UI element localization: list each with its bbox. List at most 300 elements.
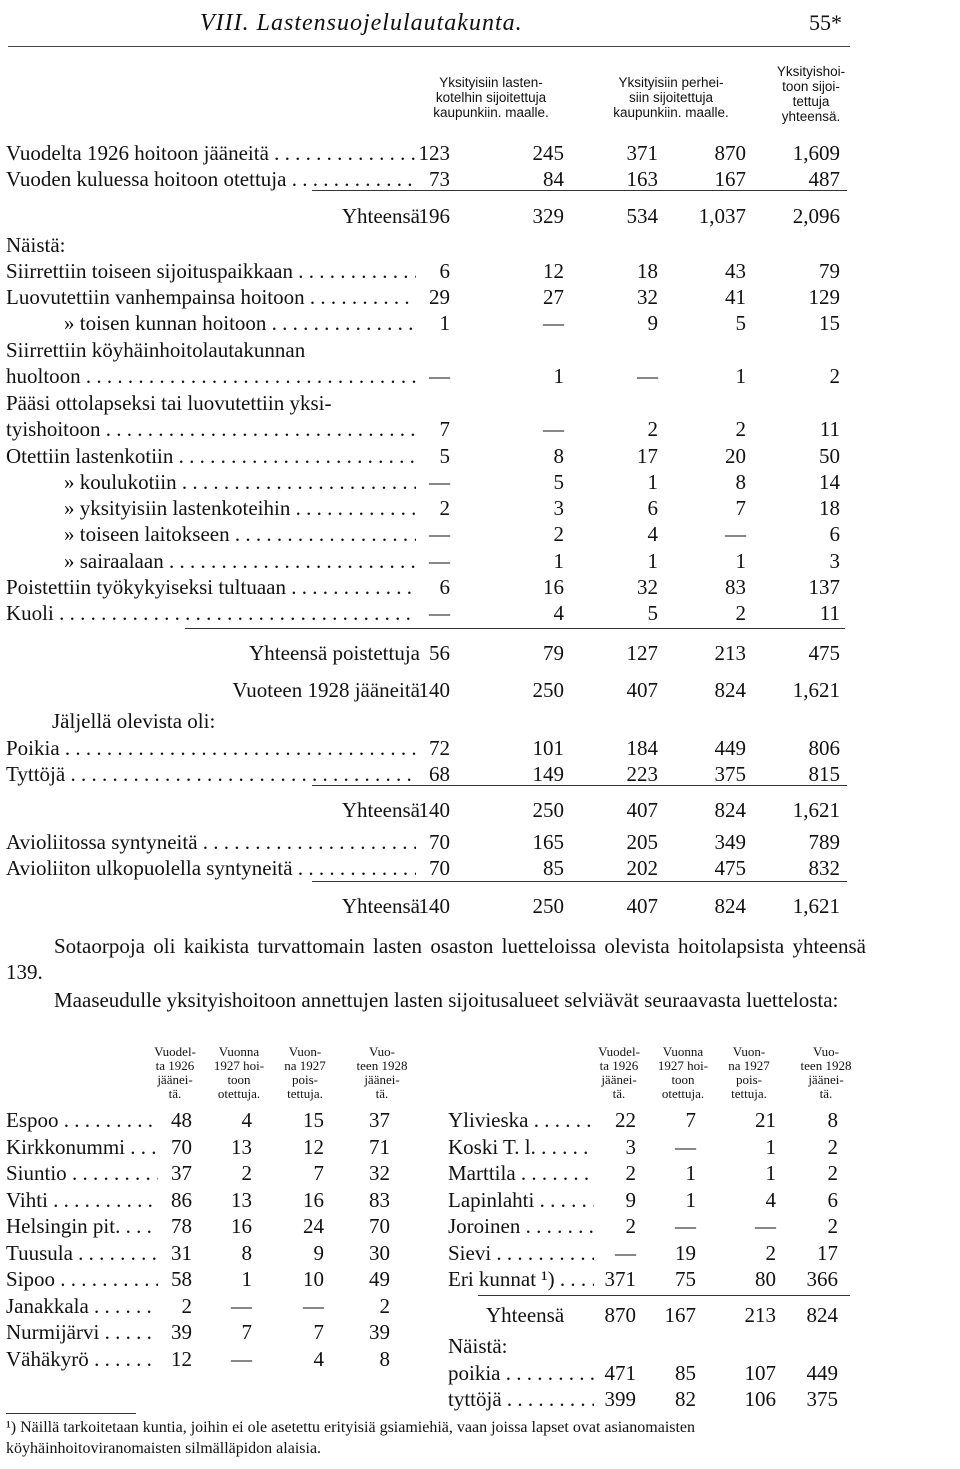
list-item bbox=[0, 1213, 960, 1239]
row-label: Näistä: bbox=[6, 233, 66, 257]
column-header-line: kaupunkiin. maalle. bbox=[433, 105, 549, 120]
table-row bbox=[0, 708, 960, 734]
cell-value: 1,621 bbox=[792, 894, 840, 918]
cell-value: 101 bbox=[532, 736, 564, 760]
total-value: 107 bbox=[744, 1361, 776, 1385]
list-value: 13 bbox=[231, 1134, 252, 1159]
total-value: 213 bbox=[744, 1303, 776, 1327]
cell-value: 137 bbox=[808, 575, 840, 599]
small-column-header-line: teen 1928 bbox=[356, 1058, 408, 1073]
total-value: 870 bbox=[604, 1303, 636, 1327]
cell-value: 349 bbox=[714, 830, 746, 854]
list-value: 371 bbox=[604, 1267, 636, 1291]
list-value: — bbox=[231, 1346, 252, 1371]
cell-value: 1 bbox=[647, 549, 658, 573]
small-column-header-line: Vuodel- bbox=[154, 1044, 196, 1059]
cell-value: 163 bbox=[626, 167, 658, 191]
left-small-column-header bbox=[204, 1045, 274, 1101]
list-value: 7 bbox=[685, 1108, 696, 1132]
list-value: 22 bbox=[615, 1108, 636, 1132]
small-column-header-line: pois- bbox=[736, 1072, 762, 1087]
municipality-name: Joroinen . . . bbox=[448, 1213, 594, 1239]
column-header-line: Yksityisiin perhei- bbox=[618, 75, 724, 90]
list-item bbox=[0, 1266, 960, 1292]
municipality-name: Marttila . . . bbox=[448, 1160, 594, 1186]
cell-value: 449 bbox=[714, 736, 746, 760]
table-row bbox=[0, 284, 960, 310]
small-column-header-line: 1927 hoi- bbox=[657, 1058, 709, 1073]
column-header-line: kotelhin sijoitettuja bbox=[435, 90, 547, 105]
cell-value: 407 bbox=[626, 678, 658, 702]
total-label: Yhteensä bbox=[486, 1303, 565, 1327]
list-item bbox=[0, 1187, 960, 1213]
list-value: 83 bbox=[369, 1187, 390, 1212]
cell-value: 824 bbox=[714, 798, 746, 822]
cell-value: 7 bbox=[735, 496, 746, 520]
cell-value: 1 bbox=[553, 364, 564, 388]
cell-value: 407 bbox=[626, 894, 658, 918]
small-column-header-line: tettuja. bbox=[287, 1086, 323, 1101]
cell-value: 72 bbox=[429, 736, 450, 760]
cell-value: 1 bbox=[735, 549, 746, 573]
cell-value: 1,621 bbox=[792, 678, 840, 702]
small-column-header-line: toon bbox=[227, 1072, 251, 1087]
list-value: 8 bbox=[241, 1240, 252, 1265]
sum-rule bbox=[312, 785, 847, 786]
cell-value: 140 bbox=[418, 678, 450, 702]
cell-value: 84 bbox=[543, 167, 564, 191]
column-header-perheisiin bbox=[578, 75, 764, 120]
cell-value: 2 bbox=[829, 364, 840, 388]
cell-value: 1 bbox=[647, 470, 658, 494]
total-value: 106 bbox=[744, 1387, 776, 1411]
list-value: 13 bbox=[231, 1187, 252, 1212]
municipality-name: Espoo . . . bbox=[6, 1107, 158, 1133]
cell-value: 2 bbox=[439, 496, 450, 520]
cell-value: 1 bbox=[735, 364, 746, 388]
list-value: 8 bbox=[379, 1346, 390, 1371]
list-item bbox=[0, 1333, 960, 1359]
list-value: 37 bbox=[171, 1161, 192, 1185]
cell-value: 8 bbox=[553, 444, 564, 468]
list-item bbox=[0, 1360, 960, 1386]
small-column-header-line: jäänei- bbox=[808, 1072, 844, 1087]
cell-value: 68 bbox=[429, 762, 450, 786]
small-column-header-line: toon bbox=[671, 1072, 695, 1087]
cell-value: 167 bbox=[714, 167, 746, 191]
row-label: » yksityisiin lastenkoteihin . . . bbox=[64, 495, 416, 521]
sum-rule bbox=[312, 190, 847, 191]
cell-value: 41 bbox=[725, 285, 746, 309]
row-label: Vuodelta 1926 hoitoon jääneitä . . . bbox=[6, 140, 416, 166]
paragraph-maaseudulle: Maaseudulle yksityishoitoon annettujen lasten sijoitusalueet selviävät seuraavasta luettelosta: bbox=[54, 988, 839, 1012]
column-header-line: yhteensä. bbox=[781, 109, 841, 124]
sum-rule bbox=[312, 881, 847, 882]
list-value: 12 bbox=[171, 1346, 192, 1371]
row-label: Siirrettiin köyhäinhoitolautakunnan bbox=[6, 338, 306, 362]
cell-value: 70 bbox=[429, 856, 450, 880]
list-value: 2 bbox=[625, 1161, 636, 1185]
total-value: 449 bbox=[806, 1361, 838, 1385]
row-label: » koulukotiin . . . bbox=[64, 469, 416, 495]
small-column-header-line: tä. bbox=[375, 1086, 389, 1101]
total-value: 85 bbox=[675, 1361, 696, 1385]
list-value: 4 bbox=[765, 1187, 776, 1212]
list-value: 71 bbox=[369, 1134, 390, 1159]
table-row bbox=[0, 677, 960, 703]
list-value: 15 bbox=[303, 1108, 324, 1132]
list-value: 32 bbox=[369, 1161, 390, 1185]
small-column-header-line: Vuon- bbox=[288, 1044, 322, 1059]
cell-value: 223 bbox=[626, 762, 658, 786]
cell-value: 3 bbox=[553, 496, 564, 520]
cell-value: 196 bbox=[418, 204, 450, 228]
column-header-line: Yksityishoi- bbox=[776, 64, 846, 79]
cell-value: 1 bbox=[553, 549, 564, 573]
table-row bbox=[0, 337, 960, 363]
cell-value: 123 bbox=[418, 141, 450, 165]
municipality-name: Kirkkonummi . . . bbox=[6, 1134, 158, 1160]
small-column-header-line: jäänei- bbox=[157, 1072, 193, 1087]
cell-value: 375 bbox=[714, 762, 746, 786]
total-value: 471 bbox=[604, 1361, 636, 1385]
list-value: 2 bbox=[827, 1134, 838, 1159]
row-label: Yhteensä bbox=[341, 894, 420, 918]
cell-value: 534 bbox=[626, 204, 658, 228]
cell-value: — bbox=[637, 364, 658, 388]
cell-value: 12 bbox=[543, 259, 564, 283]
row-label: Vuoteen 1928 jääneitä bbox=[232, 678, 420, 702]
row-label: Poistettiin työkykyiseksi tultuaan . . . bbox=[6, 574, 416, 600]
cell-value: 5 bbox=[553, 470, 564, 494]
cell-value: 85 bbox=[543, 856, 564, 880]
list-value: — bbox=[675, 1134, 696, 1159]
page-number: 55* bbox=[809, 10, 842, 35]
list-value: 49 bbox=[369, 1267, 390, 1291]
small-column-header-line: pois- bbox=[292, 1072, 318, 1087]
cell-value: — bbox=[725, 522, 746, 546]
list-value: 21 bbox=[755, 1108, 776, 1132]
cell-value: 250 bbox=[532, 894, 564, 918]
table-row bbox=[0, 735, 960, 761]
small-column-header-line: tä. bbox=[612, 1086, 626, 1101]
row-label: Tyttöjä . . . bbox=[6, 761, 416, 787]
row-label: Luovutettiin vanhempainsa hoitoon . . . bbox=[6, 284, 416, 310]
list-value: 2 bbox=[241, 1161, 252, 1185]
cell-value: 806 bbox=[808, 736, 840, 760]
list-value: — bbox=[615, 1240, 636, 1265]
cell-value: 27 bbox=[543, 285, 564, 309]
cell-value: 3 bbox=[829, 549, 840, 573]
small-column-header-line: tä. bbox=[168, 1086, 182, 1101]
cell-value: 1,609 bbox=[792, 141, 840, 165]
municipality-name: Siuntio . . . bbox=[6, 1160, 158, 1186]
total-value: 824 bbox=[806, 1303, 838, 1327]
small-column-header-line: na 1927 bbox=[284, 1058, 326, 1073]
cell-value: 2 bbox=[735, 417, 746, 441]
column-header-yhteensa bbox=[756, 64, 866, 124]
small-column-header-line: Vuo- bbox=[369, 1044, 395, 1059]
cell-value: 475 bbox=[714, 856, 746, 880]
small-column-header-line: Vuon- bbox=[732, 1044, 766, 1059]
list-value: 31 bbox=[171, 1240, 192, 1265]
cell-value: 250 bbox=[532, 678, 564, 702]
small-column-header-line: otettuja. bbox=[661, 1086, 705, 1101]
cell-value: — bbox=[543, 311, 564, 335]
municipality-name: Ylivieska . . . bbox=[448, 1107, 594, 1133]
small-column-header-line: Vuonna bbox=[218, 1044, 260, 1059]
list-value: 19 bbox=[675, 1240, 696, 1265]
cell-value: 16 bbox=[543, 575, 564, 599]
list-value: 39 bbox=[369, 1320, 390, 1344]
column-header-line: toon sijoi- bbox=[782, 79, 840, 94]
cell-value: 184 bbox=[626, 736, 658, 760]
municipality-name: Helsingin pit. . . . bbox=[6, 1213, 158, 1239]
cell-value: 1,037 bbox=[698, 204, 746, 228]
municipality-name: Eri kunnat ¹) . . . bbox=[448, 1266, 594, 1292]
cell-value: 56 bbox=[429, 641, 450, 665]
total-label: poikia . . . bbox=[448, 1360, 594, 1386]
cell-value: 4 bbox=[647, 522, 658, 546]
list-item bbox=[0, 1240, 960, 1266]
page-header bbox=[0, 8, 960, 40]
municipality-name: Nurmijärvi . . . bbox=[6, 1319, 158, 1345]
cell-value: — bbox=[543, 417, 564, 441]
table-row bbox=[0, 640, 960, 666]
small-column-header-line: otettuja. bbox=[217, 1086, 261, 1101]
list-item bbox=[0, 1134, 960, 1160]
chapter-title: VIII. Lastensuojelulautakunta. bbox=[200, 10, 523, 36]
list-value: 10 bbox=[303, 1267, 324, 1291]
list-value: 7 bbox=[241, 1320, 252, 1344]
cell-value: 83 bbox=[725, 575, 746, 599]
list-value: — bbox=[303, 1293, 324, 1318]
cell-value: 32 bbox=[637, 575, 658, 599]
cell-value: 14 bbox=[819, 470, 840, 494]
cell-value: 50 bbox=[819, 444, 840, 468]
list-value: 75 bbox=[675, 1267, 696, 1291]
cell-value: 20 bbox=[725, 444, 746, 468]
municipality-name: Sievi . . . bbox=[448, 1240, 594, 1266]
cell-value: 165 bbox=[532, 830, 564, 854]
cell-value: 43 bbox=[725, 259, 746, 283]
list-value: 9 bbox=[313, 1240, 324, 1265]
row-label: Yhteensä bbox=[341, 798, 420, 822]
municipality-name: Vähäkyrö . . . bbox=[6, 1346, 158, 1372]
list-value: — bbox=[231, 1293, 252, 1318]
list-value: 1 bbox=[765, 1161, 776, 1185]
cell-value: 824 bbox=[714, 894, 746, 918]
list-value: 7 bbox=[313, 1320, 324, 1344]
list-value: 17 bbox=[817, 1240, 838, 1265]
right-small-column-header bbox=[716, 1045, 782, 1101]
small-column-header-line: 1927 hoi- bbox=[213, 1058, 265, 1073]
column-header-line: tettuja bbox=[792, 94, 830, 109]
cell-value: 70 bbox=[429, 830, 450, 854]
row-label: Vuoden kuluessa hoitoon otettuja . . . bbox=[6, 166, 416, 192]
municipality-name: Koski T. l. . . . bbox=[448, 1134, 594, 1160]
cell-value: — bbox=[429, 549, 450, 573]
list-value: 366 bbox=[806, 1267, 838, 1291]
cell-value: 127 bbox=[626, 641, 658, 665]
municipality-name: Tuusula . . . bbox=[6, 1240, 158, 1266]
cell-value: 11 bbox=[819, 601, 840, 625]
small-column-header-line: Vuodel- bbox=[598, 1044, 640, 1059]
list-value: 2 bbox=[827, 1161, 838, 1185]
cell-value: — bbox=[429, 601, 450, 625]
cell-value: 8 bbox=[735, 470, 746, 494]
left-small-column-header bbox=[272, 1045, 338, 1101]
cell-value: 73 bbox=[429, 167, 450, 191]
cell-value: 789 bbox=[808, 830, 840, 854]
small-column-header-line: jäänei- bbox=[364, 1072, 400, 1087]
cell-value: 407 bbox=[626, 798, 658, 822]
table-row bbox=[0, 166, 960, 192]
list-value: 86 bbox=[171, 1187, 192, 1212]
row-label: Siirrettiin toiseen sijoituspaikkaan . . . bbox=[6, 258, 416, 284]
cell-value: 1,621 bbox=[792, 798, 840, 822]
list-value: 4 bbox=[241, 1108, 252, 1132]
table-row bbox=[0, 469, 960, 495]
cell-value: 7 bbox=[439, 417, 450, 441]
row-label: » sairaalaan . . . bbox=[64, 548, 416, 574]
table-row bbox=[0, 443, 960, 469]
list-value: 39 bbox=[171, 1320, 192, 1344]
list-value: 37 bbox=[369, 1108, 390, 1132]
table-row bbox=[0, 574, 960, 600]
column-header-line: siin sijoitettuja bbox=[628, 90, 714, 105]
list-item bbox=[0, 1302, 960, 1328]
right-small-column-header bbox=[794, 1045, 858, 1101]
row-label: Yhteensä bbox=[341, 204, 420, 228]
table-row bbox=[0, 495, 960, 521]
cell-value: 11 bbox=[819, 417, 840, 441]
cell-value: 487 bbox=[808, 167, 840, 191]
cell-value: 824 bbox=[714, 678, 746, 702]
cell-value: — bbox=[429, 364, 450, 388]
cell-value: 6 bbox=[439, 575, 450, 599]
cell-value: 2 bbox=[553, 522, 564, 546]
table-row bbox=[0, 416, 960, 442]
table-row bbox=[0, 829, 960, 855]
table-row bbox=[0, 258, 960, 284]
list-value: 78 bbox=[171, 1214, 192, 1238]
table-row bbox=[0, 600, 960, 626]
cell-value: 475 bbox=[808, 641, 840, 665]
list-value: — bbox=[675, 1214, 696, 1238]
row-label: Jäljellä olevista oli: bbox=[52, 709, 216, 733]
footnote: ¹) Näillä tarkoitetaan kuntia, joihin ei ole asetettu erityisiä gsiamiehiä, vaan joissa lapset ovat asianomaisten köyhäinhoitoviranomaisten silmälläpidon alaisia. bbox=[6, 1419, 696, 1457]
list-value: 2 bbox=[827, 1214, 838, 1238]
cell-value: 32 bbox=[637, 285, 658, 309]
footnote-rule bbox=[6, 1413, 136, 1414]
paragraph-sotaorpoja: Sotaorpoja oli kaikista turvattomain lasten osaston luetteloissa olevista hoitolapsista yhteensä 139. bbox=[6, 934, 866, 984]
list-value: 16 bbox=[303, 1187, 324, 1212]
table-row bbox=[0, 203, 960, 229]
total-value: 82 bbox=[675, 1387, 696, 1411]
list-value: — bbox=[755, 1214, 776, 1238]
list-value: 1 bbox=[765, 1134, 776, 1159]
list-item bbox=[0, 1386, 960, 1412]
list-value: 9 bbox=[625, 1187, 636, 1212]
cell-value: — bbox=[429, 470, 450, 494]
list-value: 1 bbox=[685, 1187, 696, 1212]
cell-value: 5 bbox=[647, 601, 658, 625]
table-row bbox=[0, 893, 960, 919]
list-value: 16 bbox=[231, 1214, 252, 1238]
row-label: » toiseen laitokseen . . . bbox=[64, 521, 416, 547]
cell-value: 832 bbox=[808, 856, 840, 880]
cell-value: 17 bbox=[637, 444, 658, 468]
municipality-name: Vihti . . . bbox=[6, 1187, 158, 1213]
list-value: 3 bbox=[625, 1134, 636, 1159]
table-row bbox=[0, 797, 960, 823]
small-column-header-line: na 1927 bbox=[728, 1058, 770, 1073]
list-value: 48 bbox=[171, 1108, 192, 1132]
cell-value: 18 bbox=[637, 259, 658, 283]
list-value: 2 bbox=[765, 1240, 776, 1265]
list-item bbox=[0, 1107, 960, 1133]
list-value: 8 bbox=[827, 1108, 838, 1132]
header-rule bbox=[8, 46, 850, 47]
small-column-header-line: Vuonna bbox=[662, 1044, 704, 1059]
cell-value: 29 bbox=[429, 285, 450, 309]
left-small-column-header bbox=[350, 1045, 414, 1101]
cell-value: 9 bbox=[647, 311, 658, 335]
sum-rule bbox=[478, 1295, 850, 1296]
municipality-name: Sipoo . . . bbox=[6, 1266, 158, 1292]
cell-value: 4 bbox=[553, 601, 564, 625]
row-label: Yhteensä poistettuja bbox=[249, 641, 420, 665]
table-row bbox=[0, 140, 960, 166]
small-column-header-line: Vuo- bbox=[813, 1044, 839, 1059]
small-column-header-line: teen 1928 bbox=[800, 1058, 852, 1073]
list-value: 70 bbox=[369, 1214, 390, 1238]
small-column-header-line: jäänei- bbox=[601, 1072, 637, 1087]
cell-value: 6 bbox=[439, 259, 450, 283]
list-value: 1 bbox=[685, 1161, 696, 1185]
cell-value: 129 bbox=[808, 285, 840, 309]
cell-value: 2,096 bbox=[792, 204, 840, 228]
cell-value: 202 bbox=[626, 856, 658, 880]
cell-value: 815 bbox=[808, 762, 840, 786]
municipality-name: Janakkala . . . bbox=[6, 1293, 158, 1319]
column-header-line: kaupunkiin. maalle. bbox=[613, 105, 729, 120]
table-row bbox=[0, 855, 960, 881]
list-item bbox=[0, 1160, 960, 1186]
row-label: huoltoon . . . bbox=[6, 363, 416, 389]
total-label: Näistä: bbox=[448, 1334, 508, 1358]
cell-value: 5 bbox=[735, 311, 746, 335]
list-value: 80 bbox=[755, 1267, 776, 1291]
cell-value: 245 bbox=[532, 141, 564, 165]
list-value: 12 bbox=[303, 1134, 324, 1159]
cell-value: 870 bbox=[714, 141, 746, 165]
cell-value: 6 bbox=[647, 496, 658, 520]
list-value: 24 bbox=[303, 1214, 324, 1238]
small-column-header-line: tä. bbox=[819, 1086, 833, 1101]
list-value: 2 bbox=[379, 1293, 390, 1318]
list-value: 2 bbox=[181, 1293, 192, 1318]
list-value: 1 bbox=[241, 1267, 252, 1291]
row-label: tyishoitoon . . . bbox=[6, 416, 416, 442]
cell-value: 140 bbox=[418, 798, 450, 822]
cell-value: 79 bbox=[543, 641, 564, 665]
small-column-header-line: ta 1926 bbox=[599, 1058, 639, 1073]
table-row bbox=[0, 310, 960, 336]
cell-value: 149 bbox=[532, 762, 564, 786]
cell-value: 15 bbox=[819, 311, 840, 335]
